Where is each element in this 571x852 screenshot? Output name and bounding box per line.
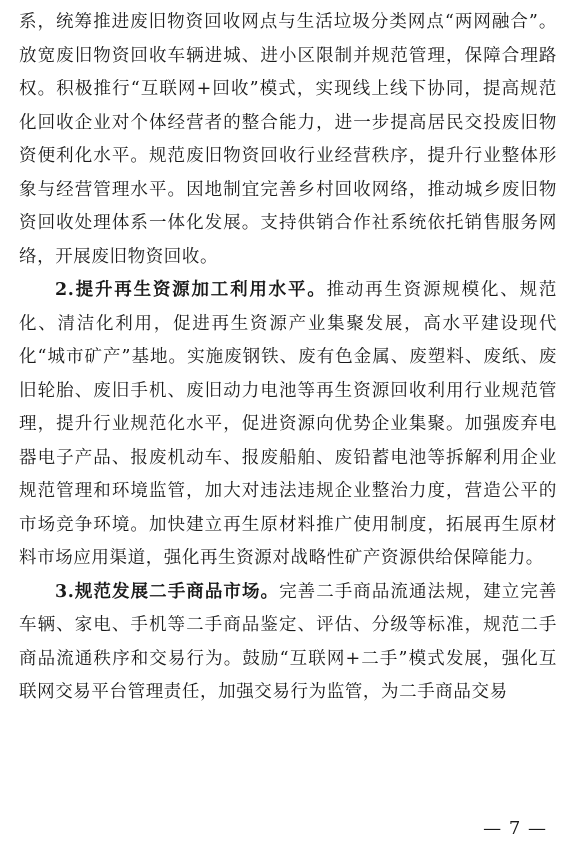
paragraph-text: 完善二手商品流通法规，建立完善车辆、家电、手机等二手商品鉴定、评估、分级等标准，规范二手商品流通秩序和交易行为。鼓励“互联网+二手”模式发展，强化互联网交易平台管理责任，加强交易行为监管，为二手商品交易 bbox=[19, 581, 557, 702]
paragraph-recycled-resources bbox=[19, 274, 557, 576]
document-body bbox=[19, 6, 557, 710]
paragraph-text: 推动再生资源规模化、规范化、清洁化利用，促进再生资源产业集聚发展，高水平建设现代化“城市矿产”基地。实施废钢铁、废有色金属、废塑料、废纸、废旧轮胎、废旧手机、废旧动力电池等再生资源回收利用行业规范管理，提升行业规范化水平，促进资源向优势企业集聚。加强废弃电器电子产品、报废机动车、报废船舶、废铅蓄电池等拆解利用企业规范管理和环境监管，加大对违法违规企业整治力度，营造公平的市场竞争环境。加快建立再生原材料推广使用制度，拓展再生原材料市场应用渠道，强化再生资源对战略性矿产资源供给保障能力。 bbox=[19, 280, 557, 568]
paragraph-heading: 3.规范发展二手商品市场。 bbox=[55, 581, 280, 602]
paragraph-text: 系，统筹推进废旧物资回收网点与生活垃圾分类网点“两网融合”。放宽废旧物资回收车辆进城、进小区限制并规范管理，保障合理路权。积极推行“互联网+回收”模式，实现线上线下协同，提高规范化回收企业对个体经营者的整合能力，进一步提高居民交投废旧物资便利化水平。规范废旧物资回收行业经营秩序，提升行业整体形象与经营管理水平。因地制宜完善乡村回收网络，推动城乡废旧物资回收处理体系一体化发展。支持供销合作社系统依托销售服务网络，开展废旧物资回收。 bbox=[19, 12, 557, 267]
paragraph-second-hand-market bbox=[19, 576, 557, 710]
page-number: — 7 — bbox=[483, 818, 547, 839]
paragraph-continuation bbox=[19, 6, 557, 274]
paragraph-heading: 2.提升再生资源加工利用水平。 bbox=[55, 280, 327, 300]
